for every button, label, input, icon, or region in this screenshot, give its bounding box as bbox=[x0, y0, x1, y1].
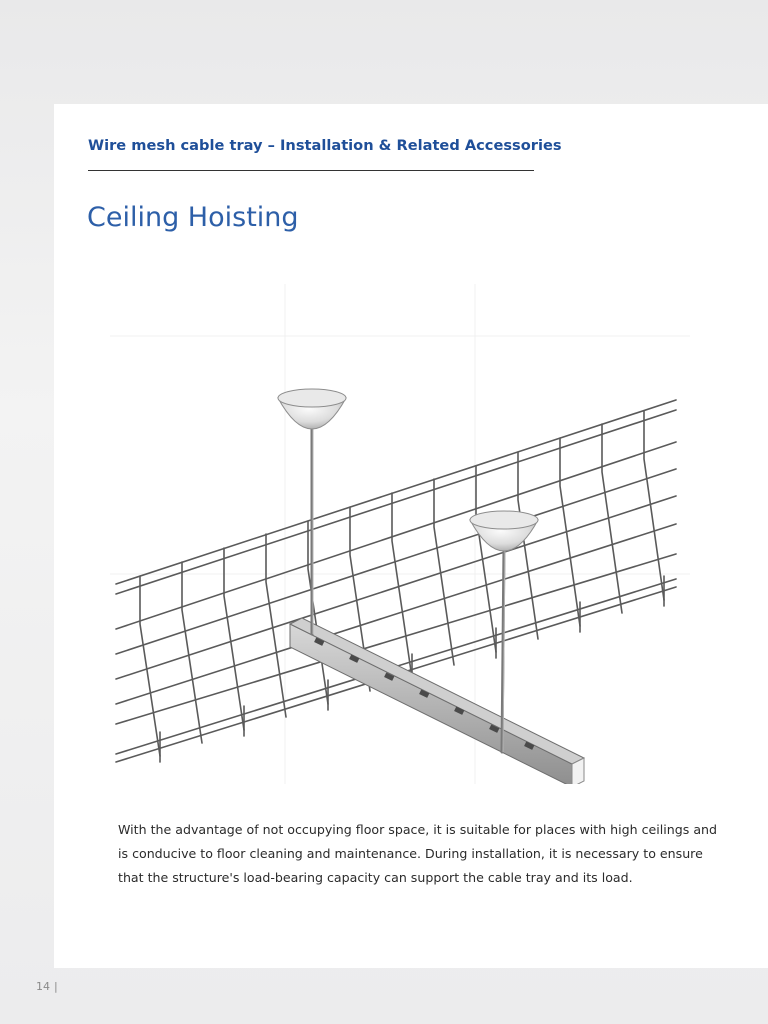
support-channel bbox=[290, 618, 584, 784]
page-title: Ceiling Hoisting bbox=[87, 202, 299, 233]
footer-divider: | bbox=[54, 980, 58, 993]
section-header: Wire mesh cable tray – Installation & Related Accessories bbox=[88, 137, 562, 154]
page-number: 14 bbox=[36, 980, 50, 993]
description-paragraph: With the advantage of not occupying floor space, it is suitable for places with high ceilings and is conducive to floor cleaning and maintenance. During installation, it is necessary to ensure that the structure's load-bearing capacity can support the cable tray and its load. bbox=[118, 822, 718, 885]
ceiling-anchor bbox=[278, 389, 538, 551]
document-page bbox=[54, 104, 768, 968]
ceiling-hoisting-illustration bbox=[110, 284, 690, 784]
wire-mesh-tray bbox=[116, 400, 676, 762]
header-rule bbox=[88, 170, 534, 171]
